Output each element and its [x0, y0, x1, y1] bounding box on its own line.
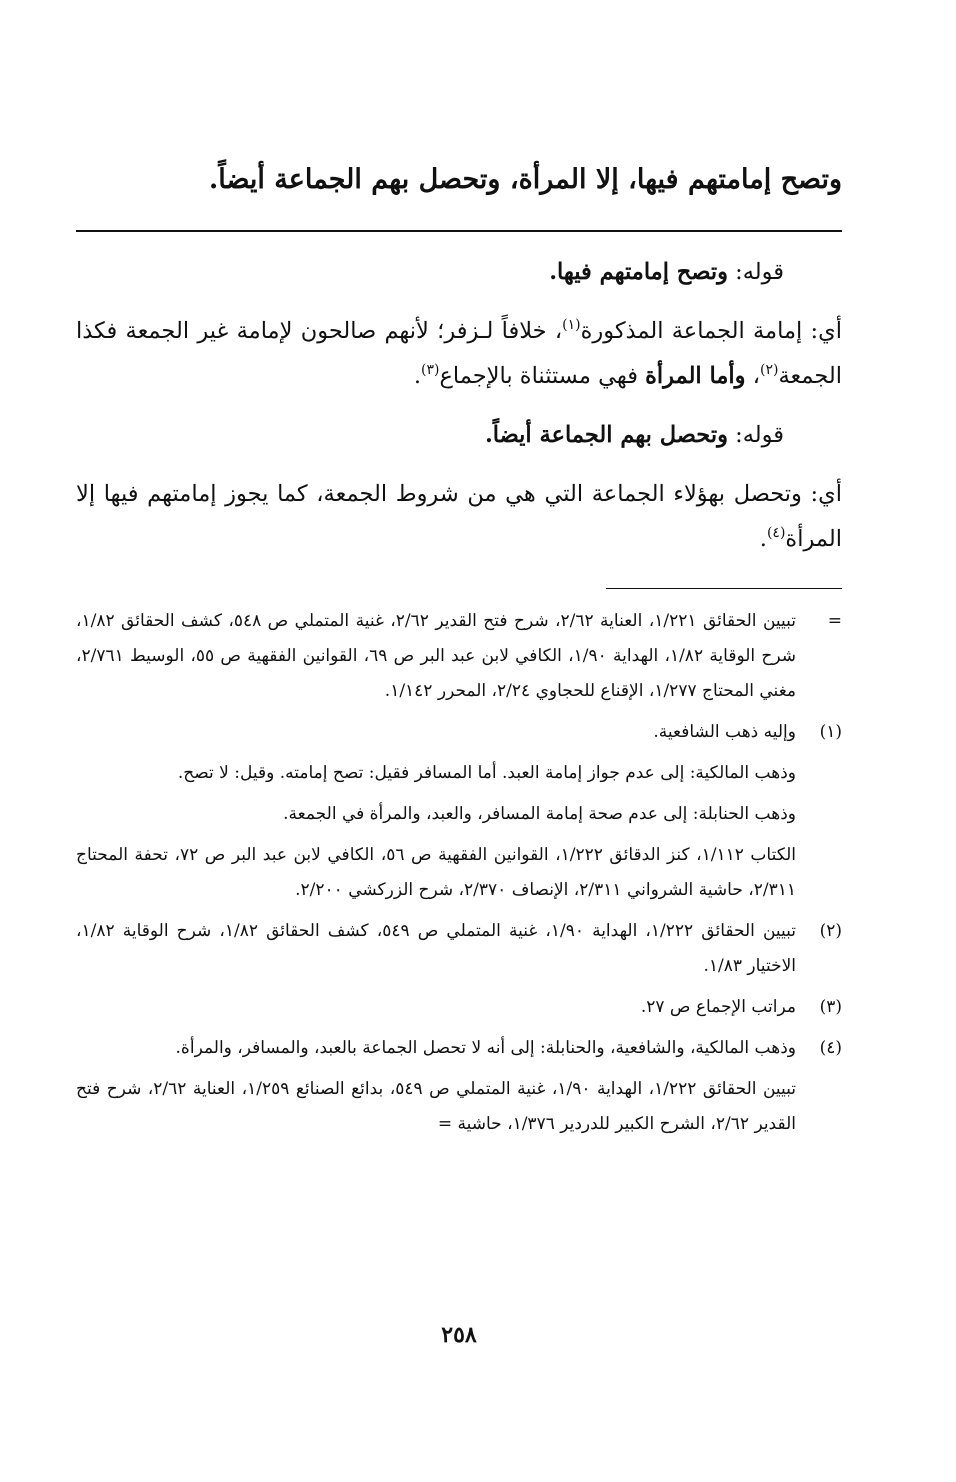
commentary-paragraph-4: [76, 472, 842, 562]
footnote-text: تبيين الحقائق ١/٢٢٢، الهداية ١/٩٠، غنية المتملي ص ٥٤٩، كشف الحقائق ١/٨٢، شرح الوقاية ١/٨٢، الاختيار ١/٨٣.: [76, 921, 797, 976]
footnote-marker: (١): [819, 722, 842, 742]
paragraph-text: أي: إمامة الجماعة المذكورة: [580, 318, 842, 344]
paragraph-text: ،: [745, 363, 760, 389]
lead-text: قوله:: [727, 259, 784, 285]
paragraph-text: .: [759, 526, 767, 552]
footnote-text: وذهب الحنابلة: إلى عدم صحة إمامة المسافر، والعبد، والمرأة في الجمعة.: [283, 804, 796, 824]
footnote-text: الكتاب ١/١١٢، كنز الدقائق ١/٢٢٢، القوانين الفقهية ص ٥٦، الكافي لابن عبد البر ص ٧٢، تحفة المحتاج ٢/٣١١، حاشية الشرواني ٢/٣١١، الإنصاف ٢/٣٧٠، شرح الزركشي ٢/٢٠٠.: [76, 845, 796, 900]
page-number: ٢٥٨: [441, 1322, 477, 1348]
footnote-3: [76, 990, 842, 1025]
commentary-body: [76, 250, 842, 576]
footnote-4: [76, 1031, 842, 1142]
book-page: [76, 0, 842, 1482]
footnote-text: تبيين الحقائق ١/٢٢١، العناية ٢/٦٢، شرح فتح القدير ٢/٦٢، غنية المتملي ص ٥٤٨، كشف الحقائق ١/٨٢، شرح الوقاية ١/٨٢، الهداية ١/٩٠، الكافي لابن عبد البر ص ٦٩، القوانين الفقهية ص ٥٥، الوسيط ٢/٧٦١، مغني المحتاج ١/٢٧٧، الإقناع للحجاوي ٢/٢٤، المحرر ١/١٤٢.: [76, 611, 797, 701]
footnote-text: وذهب المالكية: إلى عدم جواز إمامة العبد. أما المسافر فقيل: تصح إمامته. وقيل: لا تصح.: [177, 763, 796, 783]
footnote-ref-2[interactable]: (٢): [759, 362, 779, 378]
footnotes: [76, 604, 842, 1148]
footnote-text: تبيين الحقائق ١/٢٢٢، الهداية ١/٩٠، غنية المتملي ص ٥٤٩، بدائع الصنائع ١/٢٥٩، العناية ٢/٦٢، شرح فتح القدير ٢/٦٢، الشرح الكبير للدردير ١/٣٧٦، حاشية =: [76, 1079, 797, 1134]
matn-heading: وتصح إمامتهم فيها، إلا المرأة، وتحصل بهم الجماعة أيضاً.: [208, 164, 842, 195]
commentary-paragraph-1: [76, 250, 842, 295]
footnote-text: وذهب المالكية، والشافعية، والحنابلة: إلى أنه لا تحصل الجماعة بالعبد، والمسافر، والمرأة.: [175, 1038, 796, 1058]
heading-divider: [76, 230, 842, 232]
commentary-paragraph-3: [76, 413, 842, 458]
paragraph-text: .: [413, 363, 422, 389]
quoted-text: وتصح إمامتهم فيها.: [549, 259, 728, 285]
footnote-marker: (٤): [819, 1038, 842, 1058]
footnote-ref-1[interactable]: (١): [562, 317, 581, 333]
footnote-2: [76, 914, 842, 984]
paragraph-text: فهي مستثناة بالإجماع: [439, 363, 646, 389]
commentary-paragraph-2: [76, 309, 842, 399]
paragraph-text: أي: وتحصل بهؤلاء الجماعة التي هي من شروط الجمعة، كما يجوز إمامتهم فيها إلا المرأة: [76, 481, 842, 552]
footnote-1: [76, 715, 842, 908]
footnote-marker: =: [827, 611, 842, 631]
footnote-continuation: [76, 604, 842, 709]
footnote-ref-4[interactable]: (٤): [766, 525, 786, 541]
footnote-marker: (٢): [819, 921, 842, 941]
quoted-text: وتحصل بهم الجماعة أيضاً.: [484, 422, 728, 448]
footnote-text: مراتب الإجماع ص ٢٧.: [640, 997, 796, 1017]
bold-phrase: وأما المرأة: [645, 363, 746, 389]
footnote-text: وإليه ذهب الشافعية.: [653, 722, 796, 742]
paragraph-text: ، خلافاً لـزفر؛ لأنهم صالحون لإمامة غير الجمعة فكذا الجمعة: [76, 318, 842, 389]
lead-text: قوله:: [727, 422, 784, 448]
footnote-divider: [606, 588, 842, 589]
footnote-ref-3[interactable]: (٣): [421, 362, 440, 378]
footnote-marker: (٣): [819, 997, 842, 1017]
